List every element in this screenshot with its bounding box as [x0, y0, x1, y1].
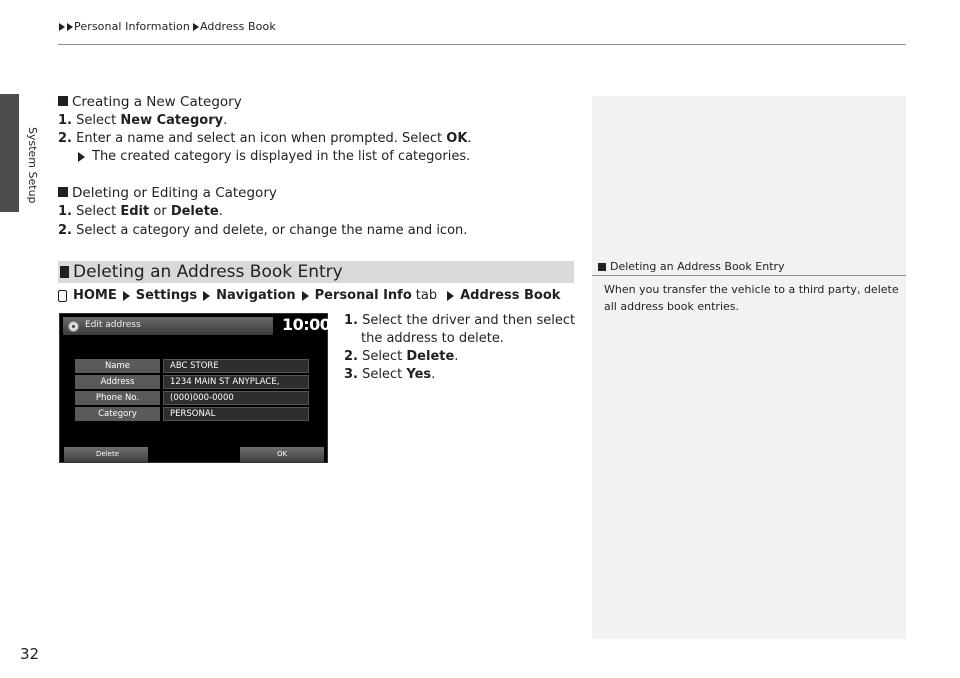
result-arrow-icon: [78, 152, 85, 162]
step-number: 1.: [344, 313, 358, 328]
square-bullet-icon: [60, 266, 69, 278]
nav-navigation: Navigation: [216, 288, 296, 303]
step-number: 2.: [344, 349, 358, 364]
breadcrumb-item[interactable]: Personal Information: [74, 20, 190, 33]
page-number: 32: [20, 645, 40, 663]
step-text: Select a category and delete, or change the name and icon.: [76, 223, 468, 238]
note-marker-icon: [598, 263, 606, 271]
step-number: 2.: [58, 131, 72, 146]
step-number: 3.: [344, 367, 358, 382]
field-label: Name: [75, 359, 160, 373]
field-value-phone[interactable]: (000)000-0000: [163, 391, 309, 405]
step-text: Select: [76, 113, 121, 128]
breadcrumb-arrow-icon: [59, 23, 65, 31]
nav-address-book: Address Book: [460, 288, 561, 303]
step-text: Select: [362, 349, 407, 364]
screen-clock: 10:00: [282, 315, 331, 334]
side-tab-marker: [0, 94, 19, 212]
section-heading-creating: [58, 94, 242, 110]
sidebar-note-panel: [592, 96, 906, 639]
nav-home: HOME: [73, 288, 117, 303]
step-text: .: [218, 204, 223, 219]
nav-button-icon: [68, 321, 79, 332]
instruction-step: [344, 313, 575, 328]
section-title-bar: [58, 261, 574, 283]
keyword-yes: Yes: [406, 367, 432, 382]
step-number: 1.: [58, 113, 72, 128]
instruction-step: [58, 223, 467, 238]
keyword-delete: Delete: [170, 204, 219, 219]
note-body: When you transfer the vehicle to a third party, delete all address book entries.: [604, 283, 899, 313]
result-text: The created category is displayed in the list of categories.: [92, 149, 471, 164]
device-screenshot: [59, 313, 331, 463]
step-text: .: [467, 131, 472, 146]
step-text: .: [431, 367, 436, 382]
heading-text: Deleting or Editing a Category: [72, 185, 277, 201]
note-title-text: Deleting an Address Book Entry: [610, 260, 785, 273]
instruction-step: [58, 204, 223, 219]
step-number: 1.: [58, 204, 72, 219]
nav-tab-word: tab: [415, 288, 438, 303]
path-arrow-icon: [302, 291, 309, 301]
field-label: Phone No.: [75, 391, 160, 405]
path-arrow-icon: [203, 291, 210, 301]
keyword-ok: OK: [446, 131, 468, 146]
breadcrumb: [58, 20, 278, 33]
step-text: Select: [76, 204, 121, 219]
home-icon: [58, 290, 67, 302]
screen-title: Edit address: [85, 320, 141, 330]
field-label: Category: [75, 407, 160, 421]
square-bullet-icon: [58, 96, 68, 106]
path-arrow-icon: [447, 291, 454, 301]
side-tab-label: System Setup: [26, 127, 39, 204]
step-text: Enter a name and select an icon when prompted. Select: [76, 131, 447, 146]
instruction-step: [344, 367, 435, 382]
result-note: [76, 149, 470, 164]
heading-text: Creating a New Category: [72, 94, 242, 110]
note-title: [592, 260, 906, 273]
nav-settings: Settings: [135, 288, 198, 303]
step-number: 2.: [58, 223, 72, 238]
delete-button[interactable]: Delete: [64, 447, 148, 462]
step-text: .: [454, 349, 459, 364]
breadcrumb-arrow-icon: [67, 23, 73, 31]
section-title: Deleting an Address Book Entry: [73, 262, 343, 282]
keyword-delete: Delete: [406, 349, 455, 364]
navigation-path: [58, 288, 560, 303]
step-text: or: [149, 204, 171, 219]
instruction-step: [344, 349, 458, 364]
ok-button[interactable]: OK: [240, 447, 324, 462]
step-text: .: [223, 113, 228, 128]
breadcrumb-arrow-icon: [193, 23, 199, 31]
instruction-step: [58, 131, 472, 146]
note-divider: [592, 275, 906, 276]
field-value-category[interactable]: PERSONAL: [163, 407, 309, 421]
header-divider: [58, 44, 906, 45]
step-text: Select the driver and then select: [362, 313, 576, 328]
instruction-step: [58, 113, 227, 128]
path-arrow-icon: [123, 291, 130, 301]
square-bullet-icon: [58, 187, 68, 197]
keyword-new-category: New Category: [120, 113, 224, 128]
field-value-address[interactable]: 1234 MAIN ST ANYPLACE,: [163, 375, 309, 389]
field-value-name[interactable]: ABC STORE: [163, 359, 309, 373]
nav-personal-info: Personal Info: [314, 288, 412, 303]
instruction-step-continued: the address to delete.: [361, 331, 504, 346]
keyword-edit: Edit: [120, 204, 150, 219]
breadcrumb-item[interactable]: Address Book: [199, 20, 276, 33]
section-heading-deleting-category: [58, 185, 277, 201]
field-label: Address: [75, 375, 160, 389]
step-text: Select: [362, 367, 407, 382]
